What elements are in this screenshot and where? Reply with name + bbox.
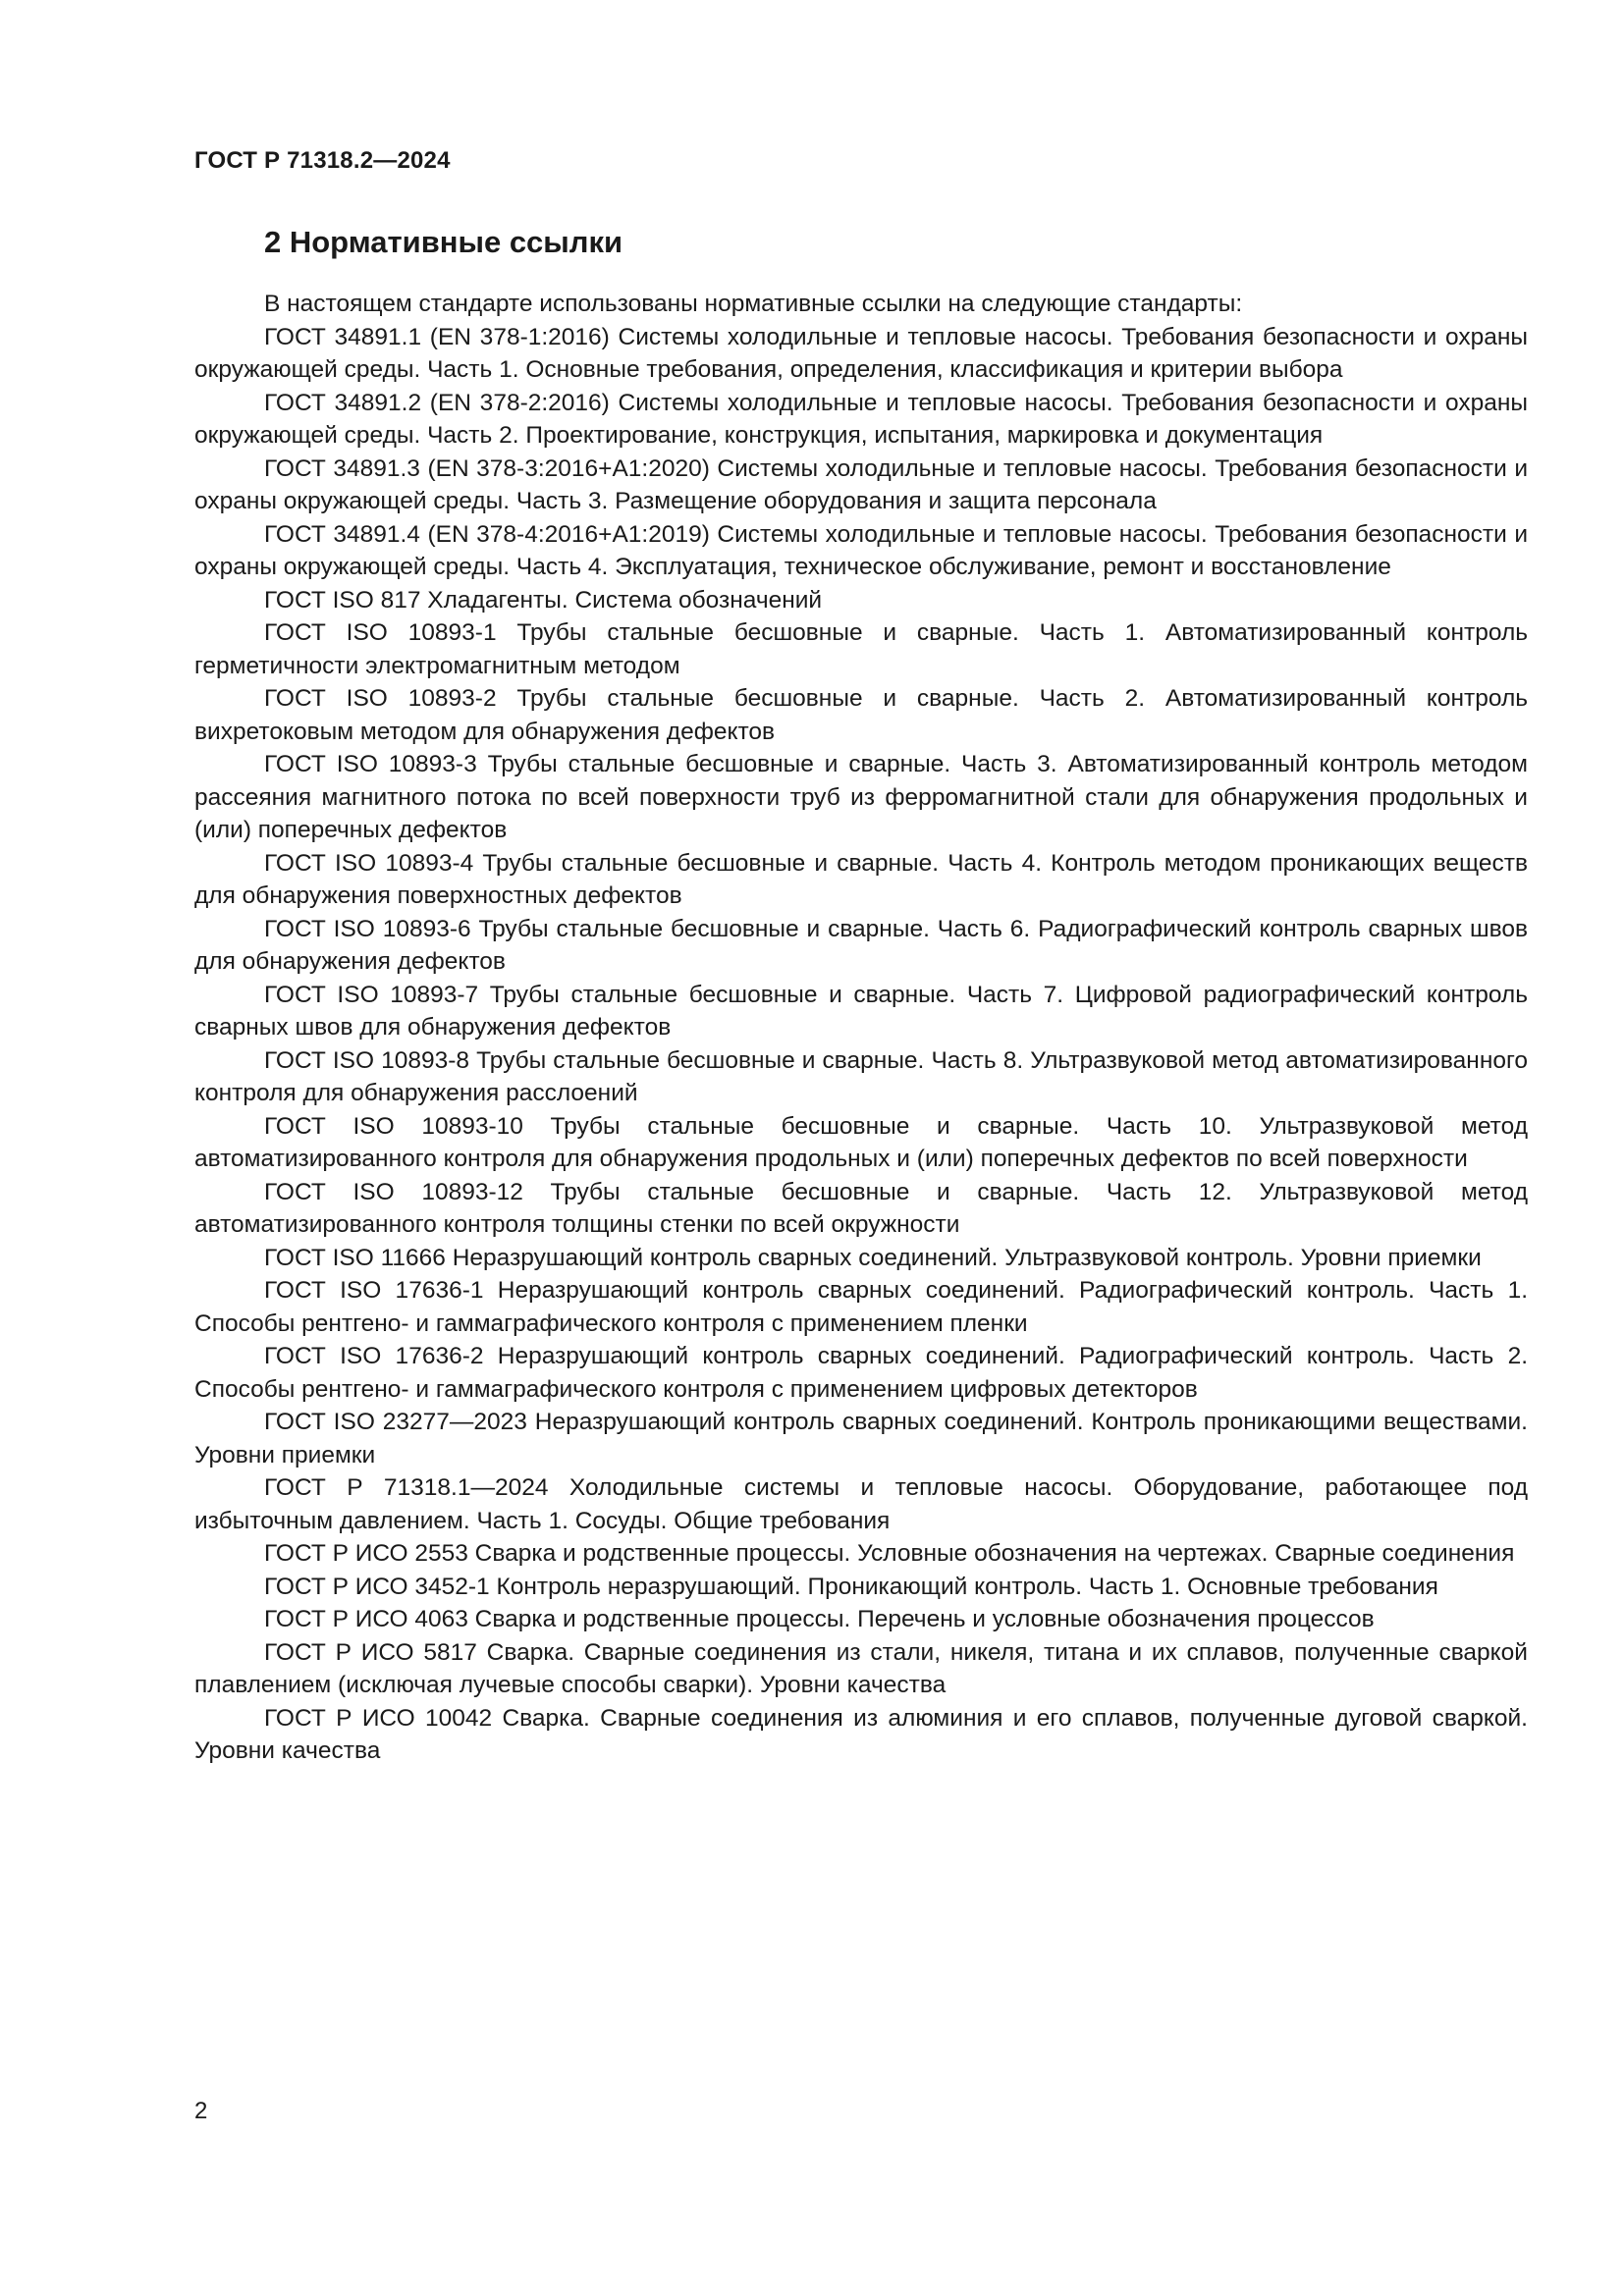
intro-paragraph: В настоящем стандарте использованы нормативные ссылки на следующие стандарты: xyxy=(264,291,1243,317)
reference-item: ГОСТ Р ИСО 4063 Сварка и родственные процессы. Перечень и условные обозначения процессов xyxy=(264,1606,1375,1632)
reference-item: ГОСТ ISO 10893-6 Трубы стальные бесшовные и сварные. Часть 6. Радиографический контроль сварных швов для обнаружения дефектов xyxy=(194,915,1528,975)
reference-item: ГОСТ ISO 10893-1 Трубы стальные бесшовные и сварные. Часть 1. Автоматизированный контроль герметичности электромагнитным методом xyxy=(194,619,1528,679)
reference-item: ГОСТ Р ИСО 5817 Сварка. Сварные соединения из стали, никеля, титана и их сплавов, полученные сваркой плавлением (исключая лучевые способы сварки). Уровни качества xyxy=(194,1638,1528,1698)
reference-item: ГОСТ 34891.4 (EN 378-4:2016+A1:2019) Системы холодильные и тепловые насосы. Требования безопасности и охраны окружающей среды. Часть 4. Эксплуатация, техническое обслуживание, ремонт и восстановление xyxy=(194,520,1528,580)
reference-item: ГОСТ ISO 10893-12 Трубы стальные бесшовные и сварные. Часть 12. Ультразвуковой метод автоматизированного контроля толщины стенки по всей окружности xyxy=(194,1178,1528,1238)
reference-item: ГОСТ 34891.2 (EN 378-2:2016) Системы холодильные и тепловые насосы. Требования безопасности и охраны окружающей среды. Часть 2. Проектирование, конструкция, испытания, маркировка и документация xyxy=(194,389,1528,449)
reference-item: ГОСТ ISO 817 Хладагенты. Система обозначений xyxy=(264,586,823,614)
reference-item: ГОСТ ISO 10893-10 Трубы стальные бесшовные и сварные. Часть 10. Ультразвуковой метод автоматизированного контроля для обнаружения продольных и (или) поперечных дефектов по всей поверхности xyxy=(194,1112,1528,1172)
reference-item: ГОСТ ISO 11666 Неразрушающий контроль сварных соединений. Ультразвуковой контроль. Уровни приемки xyxy=(264,1244,1482,1271)
page-header: ГОСТ Р 71318.2—2024 xyxy=(194,147,451,174)
reference-item: ГОСТ ISO 10893-3 Трубы стальные бесшовные и сварные. Часть 3. Автоматизированный контроль методом рассеяния магнитного потока по всей поверхности труб из ферромагнитной стали для обнаружения продольных и (или) поперечных дефектов xyxy=(194,751,1528,843)
reference-item: ГОСТ ISO 10893-4 Трубы стальные бесшовные и сварные. Часть 4. Контроль методом проникающих веществ для обнаружения поверхностных дефектов xyxy=(194,849,1528,909)
reference-item: ГОСТ ISO 10893-2 Трубы стальные бесшовные и сварные. Часть 2. Автоматизированный контроль вихретоковым методом для обнаружения дефектов xyxy=(194,685,1528,745)
reference-item: ГОСТ 34891.1 (EN 378-1:2016) Системы холодильные и тепловые насосы. Требования безопасности и охраны окружающей среды. Часть 1. Основные требования, определения, классификация и критерии выбора xyxy=(194,323,1528,383)
reference-item: ГОСТ ISO 10893-7 Трубы стальные бесшовные и сварные. Часть 7. Цифровой радиографический контроль сварных швов для обнаружения дефектов xyxy=(194,981,1528,1041)
reference-item: ГОСТ 34891.3 (EN 378-3:2016+A1:2020) Системы холодильные и тепловые насосы. Требования безопасности и охраны окружающей среды. Часть 3. Размещение оборудования и защита персонала xyxy=(194,454,1528,514)
reference-item: ГОСТ Р ИСО 2553 Сварка и родственные процессы. Условные обозначения на чертежах. Сварные соединения xyxy=(264,1540,1515,1567)
section-title: 2 Нормативные ссылки xyxy=(264,225,623,259)
reference-item: ГОСТ ISO 17636-2 Неразрушающий контроль сварных соединений. Радиографический контроль. Часть 2. Способы рентгено- и гаммаграфического контроля с применением цифровых детекторов xyxy=(194,1343,1528,1403)
reference-item: ГОСТ ISO 23277—2023 Неразрушающий контроль сварных соединений. Контроль проникающими веществами. Уровни приемки xyxy=(194,1409,1528,1468)
page-number: 2 xyxy=(194,2098,208,2124)
reference-item: ГОСТ ISO 17636-1 Неразрушающий контроль сварных соединений. Радиографический контроль. Часть 1. Способы рентгено- и гаммаграфического контроля с применением пленки xyxy=(194,1277,1528,1337)
reference-item: ГОСТ Р ИСО 10042 Сварка. Сварные соединения из алюминия и его сплавов, полученные дуговой сваркой. Уровни качества xyxy=(194,1704,1528,1764)
reference-item: ГОСТ Р ИСО 3452-1 Контроль неразрушающий. Проникающий контроль. Часть 1. Основные требования xyxy=(264,1573,1438,1600)
reference-item: ГОСТ ISO 10893-8 Трубы стальные бесшовные и сварные. Часть 8. Ультразвуковой метод автоматизированного контроля для обнаружения расслоений xyxy=(194,1046,1528,1106)
reference-item: ГОСТ Р 71318.1—2024 Холодильные системы и тепловые насосы. Оборудование, работающее под избыточным давлением. Часть 1. Сосуды. Общие требования xyxy=(194,1474,1528,1534)
normative-references-list xyxy=(194,288,1528,1768)
